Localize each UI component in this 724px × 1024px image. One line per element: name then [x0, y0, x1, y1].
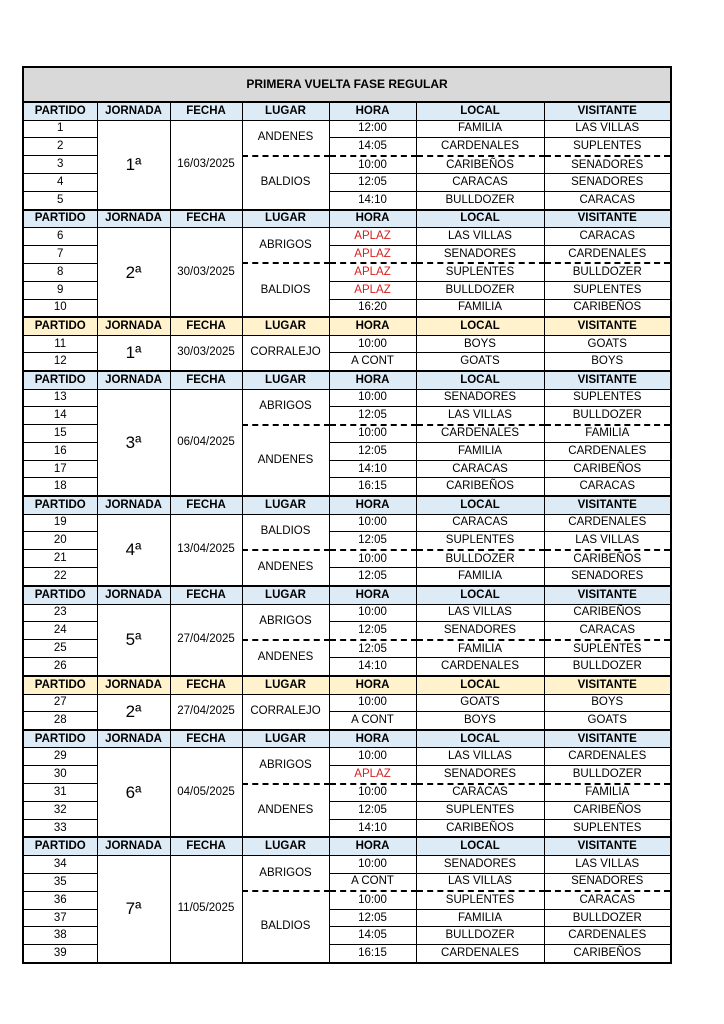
visitante-team-cell: SUPLENTES: [544, 138, 671, 156]
match-row: [23, 855, 671, 873]
column-header-hora: HORA: [329, 837, 416, 855]
column-header-visitante: VISITANTE: [544, 837, 671, 855]
visitante-team-cell: CARDENALES: [544, 514, 671, 532]
local-team-cell: SENADORES: [416, 245, 544, 263]
fecha-cell: 30/03/2025: [170, 335, 242, 371]
hora-cell: 10:00: [329, 604, 416, 622]
partido-cell: 6: [23, 228, 97, 246]
column-header-fecha: FECHA: [170, 317, 242, 335]
column-header-partido: PARTIDO: [23, 586, 97, 604]
lugar-cell: BALDIOS: [242, 263, 329, 317]
column-header-local: LOCAL: [416, 102, 544, 120]
partido-cell: 33: [23, 819, 97, 837]
local-team-cell: SUPLENTES: [416, 263, 544, 281]
header-row: [23, 102, 671, 120]
jornada-cell: 3ª: [97, 389, 170, 496]
visitante-team-cell: SENADORES: [544, 568, 671, 586]
visitante-team-cell: CARACAS: [544, 191, 671, 209]
hora-cell: 10:00: [329, 891, 416, 909]
hora-cell: 12:05: [329, 568, 416, 586]
hora-cell: APLAZ: [329, 245, 416, 263]
column-header-partido: PARTIDO: [23, 102, 97, 120]
visitante-team-cell: BOYS: [544, 353, 671, 371]
visitante-team-cell: CARACAS: [544, 622, 671, 640]
hora-cell: 12:05: [329, 532, 416, 550]
column-header-lugar: LUGAR: [242, 730, 329, 748]
partido-cell: 10: [23, 299, 97, 317]
local-team-cell: CARACAS: [416, 174, 544, 192]
visitante-team-cell: BULLDOZER: [544, 658, 671, 676]
partido-cell: 28: [23, 712, 97, 730]
partido-cell: 13: [23, 389, 97, 407]
partido-cell: 11: [23, 335, 97, 353]
visitante-team-cell: CARIBEÑOS: [544, 944, 671, 962]
column-header-hora: HORA: [329, 676, 416, 694]
visitante-team-cell: CARDENALES: [544, 443, 671, 461]
column-header-lugar: LUGAR: [242, 496, 329, 514]
fecha-cell: 11/05/2025: [170, 855, 242, 962]
title-row: [23, 67, 671, 102]
local-team-cell: GOATS: [416, 353, 544, 371]
hora-cell: 10:00: [329, 389, 416, 407]
local-team-cell: SENADORES: [416, 765, 544, 783]
partido-cell: 4: [23, 174, 97, 192]
local-team-cell: CARIBEÑOS: [416, 156, 544, 174]
hora-cell: 12:05: [329, 622, 416, 640]
fecha-cell: 16/03/2025: [170, 120, 242, 209]
partido-cell: 9: [23, 281, 97, 299]
partido-cell: 31: [23, 784, 97, 802]
header-row: [23, 676, 671, 694]
column-header-visitante: VISITANTE: [544, 586, 671, 604]
partido-cell: 30: [23, 765, 97, 783]
partido-cell: 19: [23, 514, 97, 532]
lugar-cell: ANDENES: [242, 784, 329, 838]
column-header-local: LOCAL: [416, 837, 544, 855]
hora-cell: 12:05: [329, 909, 416, 927]
header-row: [23, 371, 671, 389]
lugar-cell: BALDIOS: [242, 156, 329, 210]
column-header-jornada: JORNADA: [97, 317, 170, 335]
column-header-hora: HORA: [329, 210, 416, 228]
column-header-jornada: JORNADA: [97, 210, 170, 228]
partido-cell: 21: [23, 550, 97, 568]
column-header-lugar: LUGAR: [242, 210, 329, 228]
visitante-team-cell: BULLDOZER: [544, 909, 671, 927]
column-header-visitante: VISITANTE: [544, 730, 671, 748]
column-header-partido: PARTIDO: [23, 371, 97, 389]
hora-cell: APLAZ: [329, 228, 416, 246]
header-row: [23, 210, 671, 228]
jornada-cell: 2ª: [97, 228, 170, 317]
visitante-team-cell: CARDENALES: [544, 245, 671, 263]
header-row: [23, 317, 671, 335]
partido-cell: 18: [23, 478, 97, 496]
local-team-cell: BULLDOZER: [416, 281, 544, 299]
column-header-fecha: FECHA: [170, 496, 242, 514]
visitante-team-cell: LAS VILLAS: [544, 855, 671, 873]
local-team-cell: CARDENALES: [416, 138, 544, 156]
partido-cell: 34: [23, 855, 97, 873]
local-team-cell: CARDENALES: [416, 944, 544, 962]
visitante-team-cell: SUPLENTES: [544, 819, 671, 837]
column-header-lugar: LUGAR: [242, 102, 329, 120]
local-team-cell: CARACAS: [416, 784, 544, 802]
visitante-team-cell: FAMILIA: [544, 784, 671, 802]
partido-cell: 38: [23, 927, 97, 945]
jornada-cell: 1ª: [97, 335, 170, 371]
lugar-cell: ABRIGOS: [242, 228, 329, 264]
match-row: [23, 748, 671, 766]
hora-cell: A CONT: [329, 353, 416, 371]
column-header-hora: HORA: [329, 371, 416, 389]
visitante-team-cell: SUPLENTES: [544, 389, 671, 407]
column-header-visitante: VISITANTE: [544, 371, 671, 389]
column-header-fecha: FECHA: [170, 730, 242, 748]
lugar-cell: ABRIGOS: [242, 855, 329, 891]
column-header-hora: HORA: [329, 586, 416, 604]
visitante-team-cell: GOATS: [544, 335, 671, 353]
hora-cell: 12:00: [329, 120, 416, 138]
hora-cell: 14:10: [329, 460, 416, 478]
partido-cell: 20: [23, 532, 97, 550]
hora-cell: 12:05: [329, 640, 416, 658]
partido-cell: 27: [23, 694, 97, 712]
local-team-cell: LAS VILLAS: [416, 604, 544, 622]
lugar-cell: ABRIGOS: [242, 748, 329, 784]
hora-cell: 14:05: [329, 927, 416, 945]
column-header-lugar: LUGAR: [242, 837, 329, 855]
local-team-cell: BULLDOZER: [416, 191, 544, 209]
visitante-team-cell: BULLDOZER: [544, 407, 671, 425]
schedule-body: [23, 67, 671, 963]
hora-cell: APLAZ: [329, 281, 416, 299]
lugar-cell: ABRIGOS: [242, 389, 329, 425]
hora-cell: 10:00: [329, 550, 416, 568]
fecha-cell: 27/04/2025: [170, 694, 242, 730]
column-header-fecha: FECHA: [170, 676, 242, 694]
match-row: [23, 335, 671, 353]
column-header-lugar: LUGAR: [242, 676, 329, 694]
local-team-cell: SENADORES: [416, 855, 544, 873]
partido-cell: 37: [23, 909, 97, 927]
visitante-team-cell: LAS VILLAS: [544, 532, 671, 550]
hora-cell: A CONT: [329, 873, 416, 891]
partido-cell: 14: [23, 407, 97, 425]
local-team-cell: FAMILIA: [416, 568, 544, 586]
partido-cell: 35: [23, 873, 97, 891]
local-team-cell: LAS VILLAS: [416, 873, 544, 891]
column-header-local: LOCAL: [416, 586, 544, 604]
lugar-cell: ANDENES: [242, 640, 329, 676]
local-team-cell: FAMILIA: [416, 640, 544, 658]
column-header-fecha: FECHA: [170, 102, 242, 120]
hora-cell: 14:05: [329, 138, 416, 156]
fecha-cell: 27/04/2025: [170, 604, 242, 676]
local-team-cell: LAS VILLAS: [416, 748, 544, 766]
hora-cell: A CONT: [329, 712, 416, 730]
local-team-cell: SUPLENTES: [416, 532, 544, 550]
hora-cell: 12:05: [329, 802, 416, 820]
column-header-jornada: JORNADA: [97, 676, 170, 694]
header-row: [23, 730, 671, 748]
jornada-cell: 5ª: [97, 604, 170, 676]
match-row: [23, 228, 671, 246]
local-team-cell: CARACAS: [416, 460, 544, 478]
hora-cell: 12:05: [329, 407, 416, 425]
local-team-cell: LAS VILLAS: [416, 228, 544, 246]
column-header-partido: PARTIDO: [23, 210, 97, 228]
column-header-hora: HORA: [329, 730, 416, 748]
jornada-cell: 4ª: [97, 514, 170, 586]
visitante-team-cell: SUPLENTES: [544, 640, 671, 658]
match-row: [23, 514, 671, 532]
hora-cell: 10:00: [329, 335, 416, 353]
hora-cell: 12:05: [329, 443, 416, 461]
visitante-team-cell: LAS VILLAS: [544, 120, 671, 138]
hora-cell: 10:00: [329, 748, 416, 766]
column-header-local: LOCAL: [416, 496, 544, 514]
partido-cell: 1: [23, 120, 97, 138]
visitante-team-cell: CARACAS: [544, 478, 671, 496]
lugar-cell: CORRALEJO: [242, 335, 329, 371]
lugar-cell: BALDIOS: [242, 891, 329, 962]
partido-cell: 12: [23, 353, 97, 371]
visitante-team-cell: CARIBEÑOS: [544, 604, 671, 622]
local-team-cell: CARIBEÑOS: [416, 478, 544, 496]
column-header-visitante: VISITANTE: [544, 102, 671, 120]
hora-cell: 14:10: [329, 191, 416, 209]
hora-cell: 16:15: [329, 478, 416, 496]
hora-cell: APLAZ: [329, 765, 416, 783]
local-team-cell: FAMILIA: [416, 909, 544, 927]
column-header-partido: PARTIDO: [23, 496, 97, 514]
lugar-cell: CORRALEJO: [242, 694, 329, 730]
partido-cell: 23: [23, 604, 97, 622]
jornada-cell: 2ª: [97, 694, 170, 730]
partido-cell: 36: [23, 891, 97, 909]
local-team-cell: BOYS: [416, 712, 544, 730]
visitante-team-cell: CARIBEÑOS: [544, 460, 671, 478]
match-row: [23, 120, 671, 138]
local-team-cell: CARIBEÑOS: [416, 819, 544, 837]
hora-cell: 16:15: [329, 944, 416, 962]
visitante-team-cell: GOATS: [544, 712, 671, 730]
partido-cell: 8: [23, 263, 97, 281]
column-header-fecha: FECHA: [170, 586, 242, 604]
local-team-cell: CARDENALES: [416, 425, 544, 443]
local-team-cell: LAS VILLAS: [416, 407, 544, 425]
jornada-cell: 1ª: [97, 120, 170, 209]
column-header-visitante: VISITANTE: [544, 496, 671, 514]
local-team-cell: GOATS: [416, 694, 544, 712]
hora-cell: 12:05: [329, 174, 416, 192]
column-header-fecha: FECHA: [170, 371, 242, 389]
local-team-cell: SUPLENTES: [416, 802, 544, 820]
local-team-cell: FAMILIA: [416, 443, 544, 461]
fecha-cell: 13/04/2025: [170, 514, 242, 586]
column-header-jornada: JORNADA: [97, 730, 170, 748]
column-header-visitante: VISITANTE: [544, 676, 671, 694]
partido-cell: 29: [23, 748, 97, 766]
local-team-cell: SENADORES: [416, 389, 544, 407]
partido-cell: 5: [23, 191, 97, 209]
column-header-hora: HORA: [329, 102, 416, 120]
column-header-visitante: VISITANTE: [544, 317, 671, 335]
visitante-team-cell: FAMILIA: [544, 425, 671, 443]
local-team-cell: SENADORES: [416, 622, 544, 640]
header-row: [23, 496, 671, 514]
lugar-cell: BALDIOS: [242, 514, 329, 550]
partido-cell: 15: [23, 425, 97, 443]
column-header-fecha: FECHA: [170, 210, 242, 228]
visitante-team-cell: CARIBEÑOS: [544, 802, 671, 820]
lugar-cell: ABRIGOS: [242, 604, 329, 640]
hora-cell: 14:10: [329, 658, 416, 676]
match-row: [23, 604, 671, 622]
column-header-partido: PARTIDO: [23, 317, 97, 335]
lugar-cell: ANDENES: [242, 425, 329, 496]
column-header-local: LOCAL: [416, 317, 544, 335]
column-header-fecha: FECHA: [170, 837, 242, 855]
local-team-cell: FAMILIA: [416, 299, 544, 317]
visitante-team-cell: BULLDOZER: [544, 263, 671, 281]
fecha-cell: 30/03/2025: [170, 228, 242, 317]
hora-cell: 10:00: [329, 514, 416, 532]
visitante-team-cell: BOYS: [544, 694, 671, 712]
header-row: [23, 837, 671, 855]
column-header-jornada: JORNADA: [97, 371, 170, 389]
header-row: [23, 586, 671, 604]
visitante-team-cell: SUPLENTES: [544, 281, 671, 299]
partido-cell: 22: [23, 568, 97, 586]
column-header-lugar: LUGAR: [242, 317, 329, 335]
visitante-team-cell: CARACAS: [544, 891, 671, 909]
partido-cell: 24: [23, 622, 97, 640]
column-header-hora: HORA: [329, 317, 416, 335]
match-row: [23, 694, 671, 712]
column-header-lugar: LUGAR: [242, 371, 329, 389]
match-row: [23, 389, 671, 407]
visitante-team-cell: SENADORES: [544, 873, 671, 891]
partido-cell: 16: [23, 443, 97, 461]
column-header-jornada: JORNADA: [97, 496, 170, 514]
column-header-partido: PARTIDO: [23, 730, 97, 748]
column-header-visitante: VISITANTE: [544, 210, 671, 228]
hora-cell: APLAZ: [329, 263, 416, 281]
column-header-local: LOCAL: [416, 210, 544, 228]
partido-cell: 2: [23, 138, 97, 156]
column-header-jornada: JORNADA: [97, 837, 170, 855]
local-team-cell: CARACAS: [416, 514, 544, 532]
hora-cell: 10:00: [329, 694, 416, 712]
visitante-team-cell: CARIBEÑOS: [544, 299, 671, 317]
local-team-cell: BULLDOZER: [416, 550, 544, 568]
local-team-cell: BULLDOZER: [416, 927, 544, 945]
hora-cell: 10:00: [329, 425, 416, 443]
local-team-cell: CARDENALES: [416, 658, 544, 676]
column-header-local: LOCAL: [416, 371, 544, 389]
column-header-hora: HORA: [329, 496, 416, 514]
visitante-team-cell: CARIBEÑOS: [544, 550, 671, 568]
local-team-cell: SUPLENTES: [416, 891, 544, 909]
visitante-team-cell: CARDENALES: [544, 927, 671, 945]
fecha-cell: 04/05/2025: [170, 748, 242, 837]
schedule-table: [22, 66, 672, 964]
visitante-team-cell: CARDENALES: [544, 748, 671, 766]
jornada-cell: 6ª: [97, 748, 170, 837]
visitante-team-cell: SENADORES: [544, 156, 671, 174]
column-header-local: LOCAL: [416, 676, 544, 694]
lugar-cell: ANDENES: [242, 120, 329, 156]
partido-cell: 32: [23, 802, 97, 820]
visitante-team-cell: CARACAS: [544, 228, 671, 246]
visitante-team-cell: BULLDOZER: [544, 765, 671, 783]
partido-cell: 3: [23, 156, 97, 174]
partido-cell: 26: [23, 658, 97, 676]
hora-cell: 10:00: [329, 784, 416, 802]
column-header-jornada: JORNADA: [97, 102, 170, 120]
page-title: PRIMERA VUELTA FASE REGULAR: [23, 67, 671, 102]
column-header-partido: PARTIDO: [23, 837, 97, 855]
local-team-cell: FAMILIA: [416, 120, 544, 138]
partido-cell: 25: [23, 640, 97, 658]
column-header-lugar: LUGAR: [242, 586, 329, 604]
partido-cell: 7: [23, 245, 97, 263]
local-team-cell: BOYS: [416, 335, 544, 353]
visitante-team-cell: SENADORES: [544, 174, 671, 192]
partido-cell: 39: [23, 944, 97, 962]
lugar-cell: ANDENES: [242, 550, 329, 586]
hora-cell: 14:10: [329, 819, 416, 837]
hora-cell: 16:20: [329, 299, 416, 317]
column-header-partido: PARTIDO: [23, 676, 97, 694]
hora-cell: 10:00: [329, 156, 416, 174]
column-header-jornada: JORNADA: [97, 586, 170, 604]
partido-cell: 17: [23, 460, 97, 478]
jornada-cell: 7ª: [97, 855, 170, 962]
hora-cell: 10:00: [329, 855, 416, 873]
fecha-cell: 06/04/2025: [170, 389, 242, 496]
column-header-local: LOCAL: [416, 730, 544, 748]
